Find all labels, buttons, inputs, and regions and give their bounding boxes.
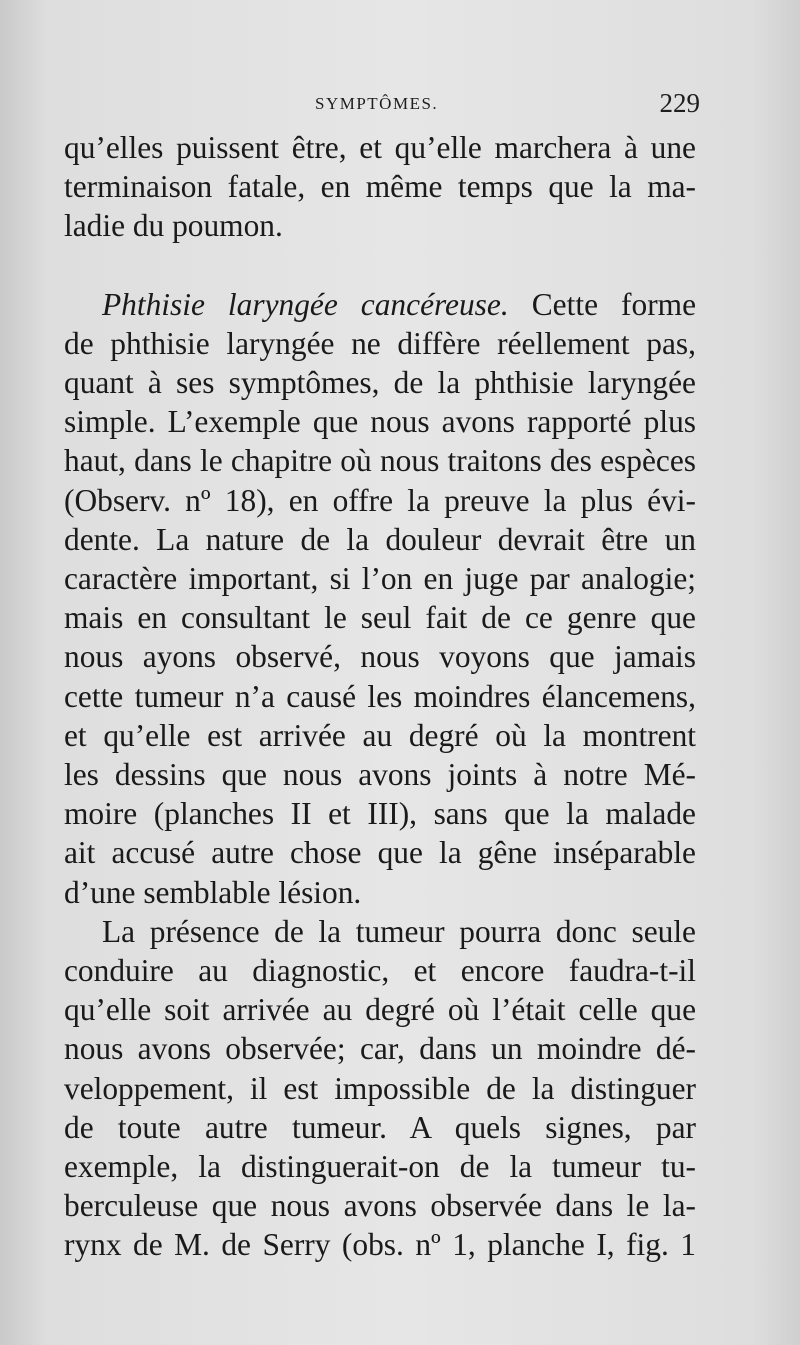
- text-line: conduire au diagnostic, et encore faudra-t-il: [64, 953, 696, 989]
- text-line: cette tumeur n’a causé les moindres élancemens,: [64, 678, 696, 714]
- text-line: mais en consultant le seul fait de ce genre que: [64, 600, 696, 636]
- page-number: 229: [659, 88, 700, 118]
- text-line: La présence de la tumeur pourra donc seule: [102, 913, 696, 949]
- text-line: terminaison fatale, en même temps que la ma-: [64, 169, 696, 205]
- text-line: nous avons observée; car, dans un moindre dé-: [64, 1031, 696, 1067]
- text-line: de toute autre tumeur. A quels signes, par: [64, 1109, 696, 1145]
- text-line: caractère important, si l’on en juge par analogie;: [64, 561, 696, 597]
- text-line: simple. L’exemple que nous avons rapporté plus: [64, 404, 696, 440]
- paragraph-2: [64, 285, 696, 912]
- text-line: les dessins que nous avons joints à notre Mé-: [64, 757, 696, 793]
- text-line: quant à ses symptômes, de la phthisie laryngée: [64, 365, 696, 401]
- text-line: ladie du poumon.: [64, 208, 283, 244]
- running-title: SYMPTÔMES.: [315, 94, 439, 113]
- text-line: rynx de M. de Serry (obs. nº 1, planche I, fig. 1: [64, 1227, 696, 1263]
- paragraph-3: [64, 912, 696, 1265]
- text-line: exemple, la distinguerait-on de la tumeur tu-: [64, 1149, 696, 1185]
- text-line: ait accusé autre chose que la gêne inséparable: [64, 835, 696, 871]
- heading-continuation: Cette forme: [531, 286, 697, 322]
- text-line: (Observ. nº 18), en offre la preuve la plus évi-: [64, 482, 696, 518]
- text-line: nous ayons observé, nous voyons que jamais: [64, 639, 696, 675]
- text-line: veloppement, il est impossible de la distinguer: [64, 1070, 696, 1106]
- text-line: de phthisie laryngée ne diffère réellement pas,: [64, 325, 696, 361]
- body-text: [64, 128, 696, 1265]
- text-line: dente. La nature de la douleur devrait être un: [64, 521, 696, 557]
- running-head: [60, 88, 700, 124]
- text-line: d’une semblable lésion.: [64, 874, 362, 910]
- text-line: haut, dans le chapitre où nous traitons des espèces: [64, 443, 696, 479]
- text-line: [64, 285, 696, 324]
- text-line: moire (planches II et III), sans que la malade: [64, 796, 696, 832]
- paragraph-1: [64, 128, 696, 246]
- text-line: qu’elle soit arrivée au degré où l’était celle que: [64, 992, 696, 1028]
- text-line: et qu’elle est arrivée au degré où la montrent: [64, 717, 696, 753]
- section-heading: Phthisie laryngée cancéreuse.: [102, 286, 509, 322]
- text-line: qu’elles puissent être, et qu’elle marchera à une: [64, 130, 696, 165]
- text-line: berculeuse que nous avons observée dans le la-: [64, 1188, 696, 1224]
